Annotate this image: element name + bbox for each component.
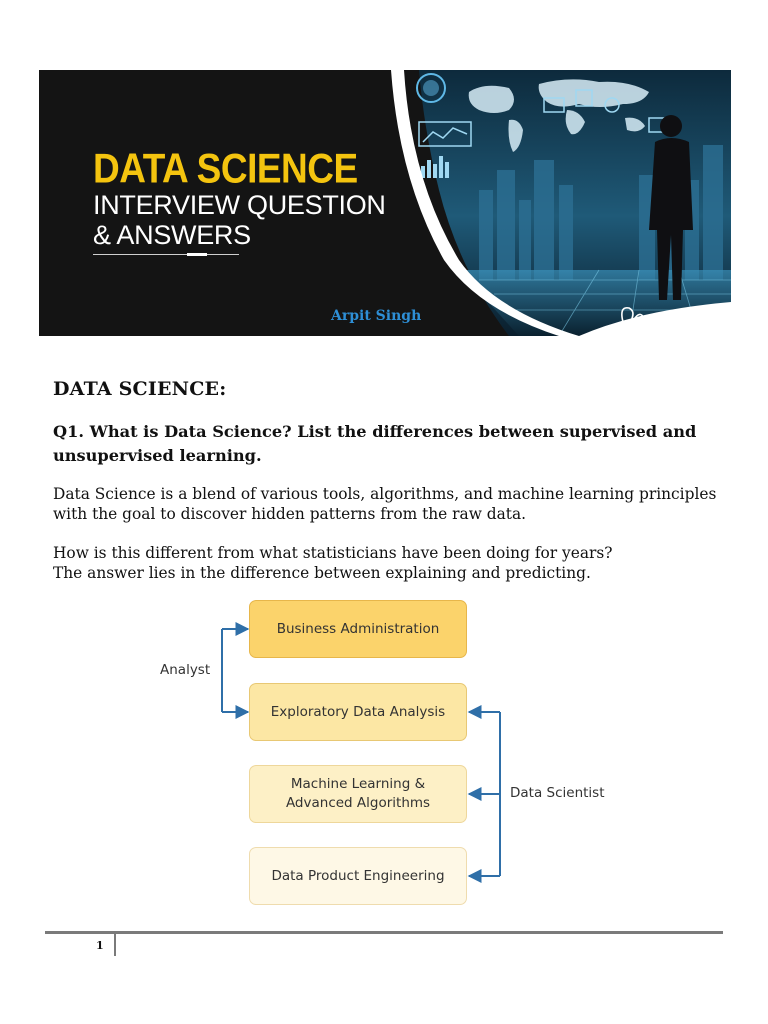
question-q1: Q1. What is Data Science? List the differences between supervised and unsupervised learning. (53, 422, 697, 465)
paragraph-definition: Data Science is a blend of various tools, algorithms, and machine learning principles with the goal to discover hidden patterns from the raw data. (53, 485, 717, 523)
box-business-administration: Business Administration (249, 600, 467, 658)
footer-divider (114, 934, 116, 956)
box-machine-learning-line2: Advanced Algorithms (285, 795, 431, 811)
banner-subtitle-line2: & ANSWERS (93, 220, 251, 250)
box-data-product-engineering: Data Product Engineering (249, 847, 467, 905)
paragraph-comparison-line2: The answer lies in the difference between explaining and predicting. (53, 564, 591, 582)
analyst-bracket (222, 629, 248, 712)
section-heading: DATA SCIENCE: (53, 378, 227, 400)
data-scientist-label: Data Scientist (510, 785, 605, 801)
footer-rule (45, 931, 723, 934)
banner-subtitle-line1: INTERVIEW QUESTION (93, 190, 386, 220)
box-machine-learning-line1: Machine Learning & (290, 776, 426, 792)
data-scientist-bracket (469, 712, 500, 876)
banner-author: Arpit Singh (331, 308, 422, 324)
analyst-label: Analyst (160, 662, 211, 678)
paragraph-comparison-line1: How is this different from what statisticians have been doing for years? (53, 544, 613, 562)
box-machine-learning (249, 765, 467, 823)
box-exploratory-data-analysis: Exploratory Data Analysis (249, 683, 467, 741)
banner-title: DATA SCIENCE (93, 145, 358, 192)
page-number: 1 (96, 939, 104, 952)
